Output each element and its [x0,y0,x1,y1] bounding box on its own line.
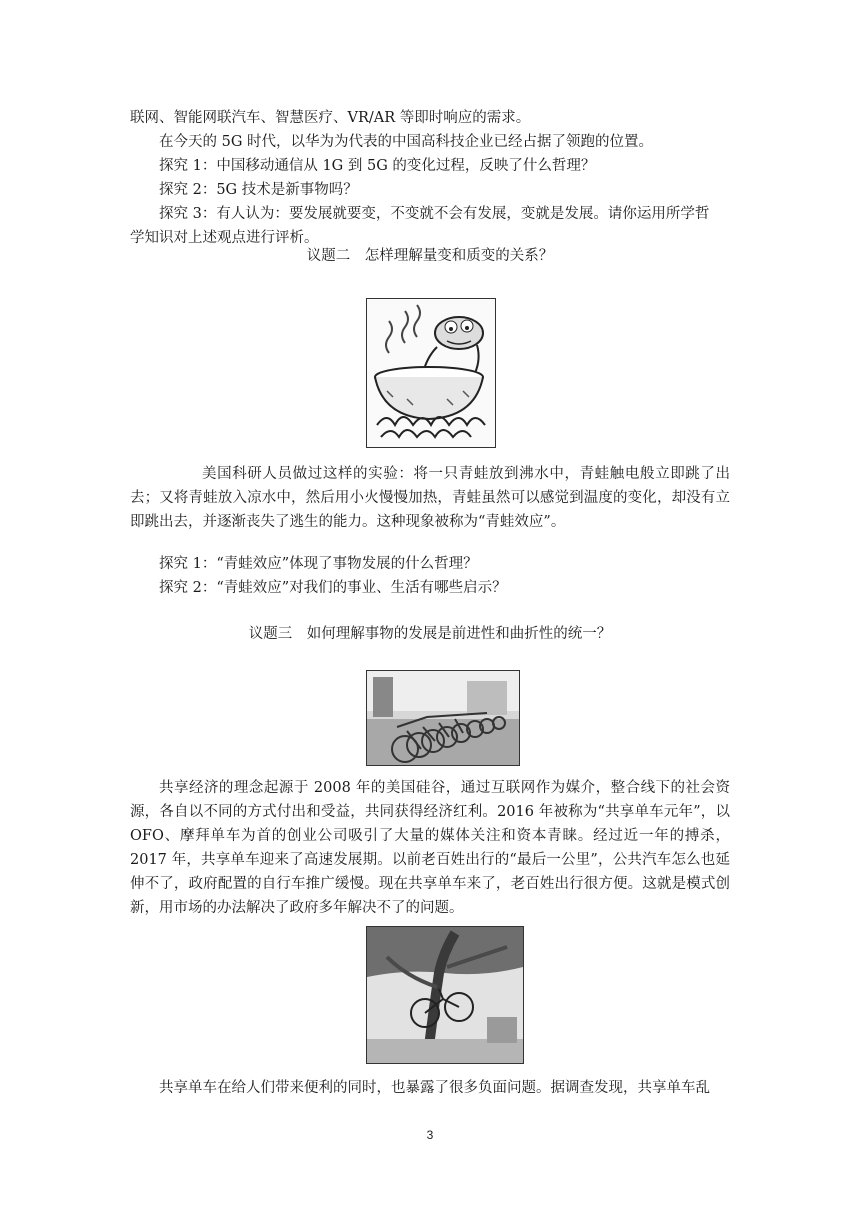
shared-bikes-photo [366,670,520,766]
text-line: 在今天的 5G 时代，以华为为代表的中国高科技企业已经占据了领跑的位置。 [159,134,654,150]
question-line: 探究 1：“青蛙效应”体现了事物发展的什么哲理？ [159,556,478,572]
section-heading: 议题三 如何理解事物的发展是前进性和曲折性的统一？ [248,626,612,642]
sharing-paragraph: 共享经济的理念起源于 2008 年的美国硅谷，通过互联网作为媒介，整合线下的社会资源，各自以不同的方式付出和受益，共同获得经济红利。2016 年被称为“共享单车元年”，以 OFO、摩拜单车为首的创业公司吸引了大量的媒体关注和资本青睐。经过近一年的搏杀，2017 年，共享单车迎来了高速发展期。以前老百姓出行的“最后一公里”，公共汽车怎么也延伸不了，政府配置的自行车推广缓慢。现在共享单车来了，老百姓出行很方便。这就是模式创新，用市场的办法解决了政府多年解决不了的问题。 [130,780,730,916]
page-number: 3 [426,1128,434,1142]
bike-in-tree-photo [366,926,524,1064]
section-heading: 议题二 怎样理解量变和质变的关系？ [306,248,554,264]
text-line: 共享单车在给人们带来便利的同时，也暴露了很多负面问题。据调查发现，共享单车乱 [159,1080,710,1096]
frog-cartoon-image [366,298,496,448]
text-line: 探究 1：中国移动通信从 1G 到 5G 的变化过程，反映了什么哲理？ [159,158,596,174]
question-line: 探究 2：“青蛙效应”对我们的事业、生活有哪些启示？ [159,580,507,596]
frog-paragraph: 美国科研人员做过这样的实验：将一只青蛙放到沸水中，青蛙触电般立即跳了出去；又将青蛙放入凉水中，然后用小火慢慢加热，青蛙虽然可以感觉到温度的变化，却没有立即跳出去，并逐渐丧失了逃生的能力。这种现象被称为“青蛙效应”。 [130,466,730,530]
text-line: 联网、智能网联汽车、智慧医疗、VR/AR 等即时响应的需求。 [130,110,531,126]
text-line: 探究 3：有人认为：要发展就要变，不变就不会有发展，变就是发展。请你运用所学哲 [159,206,710,222]
text-line: 学知识对上述观点进行评析。 [130,230,319,246]
text-line: 探究 2：5G 技术是新事物吗？ [159,182,358,198]
